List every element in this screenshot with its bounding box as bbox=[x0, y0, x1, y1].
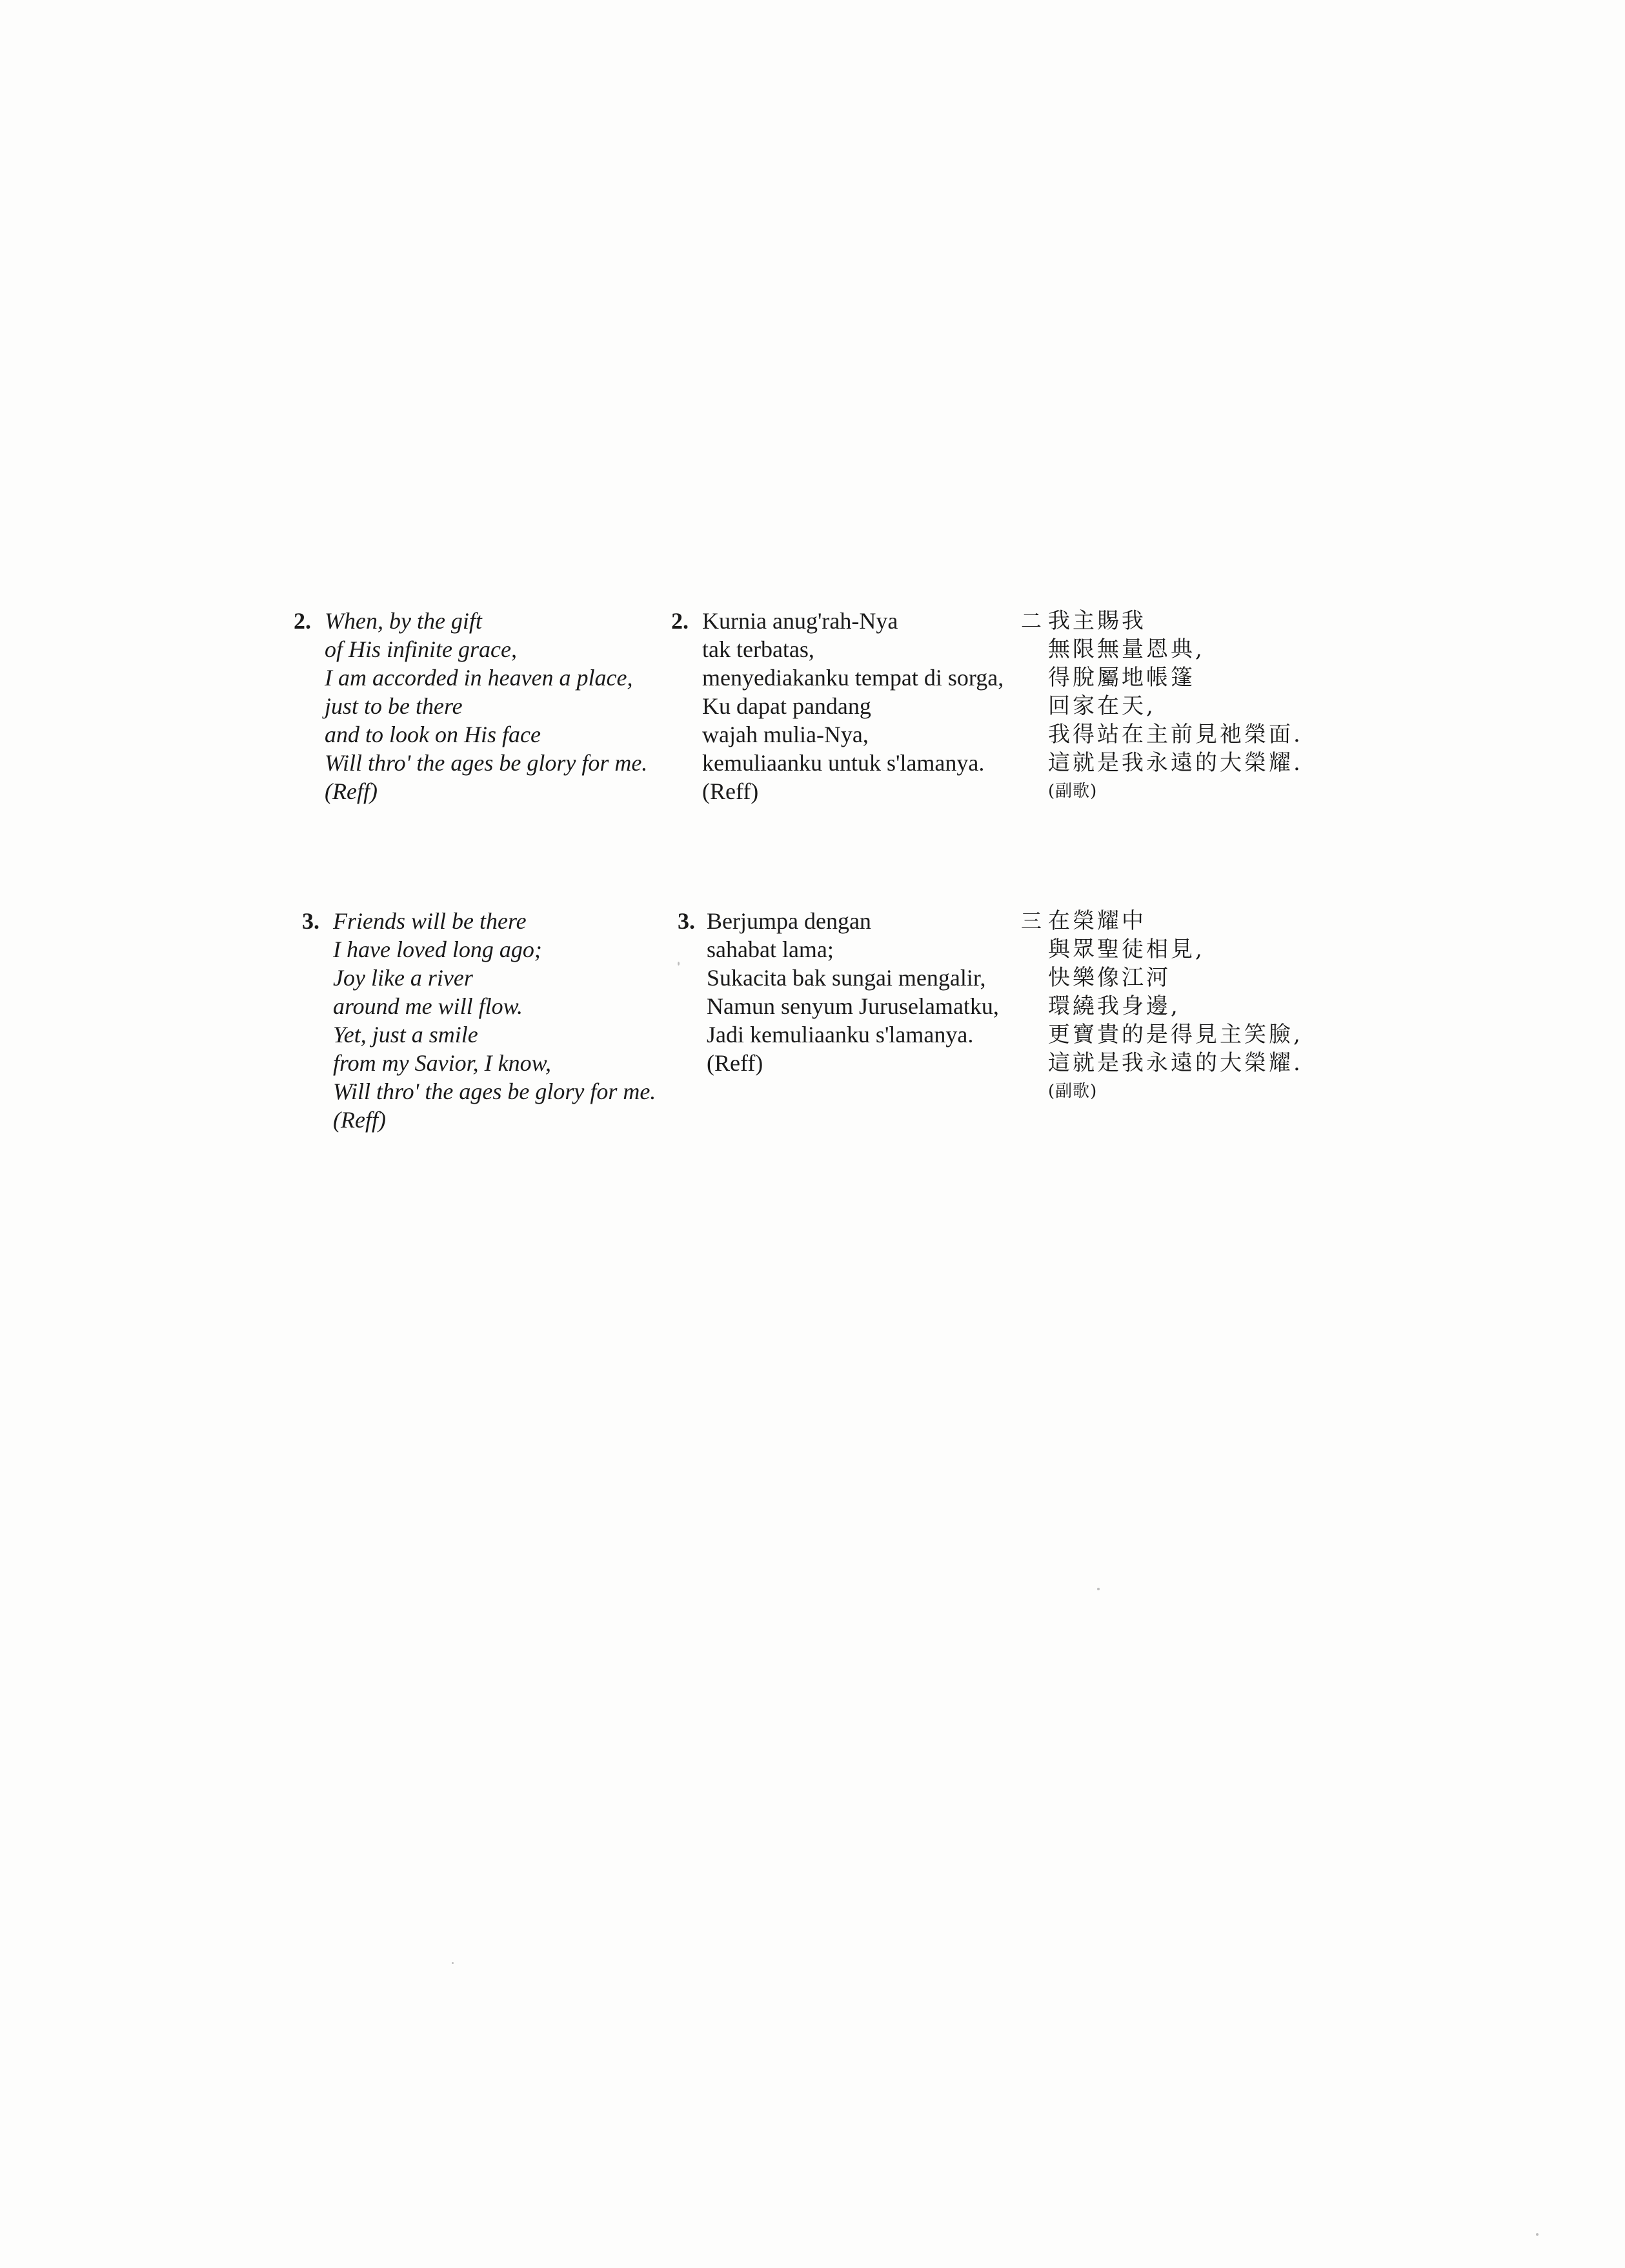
verse-lines bbox=[707, 907, 999, 1077]
lyric-line: menyediakanku tempat di sorga, bbox=[702, 665, 1004, 691]
verse-number: 2. bbox=[294, 608, 311, 634]
lyric-line: from my Savior, I know, bbox=[333, 1050, 551, 1076]
verse-lines bbox=[1048, 907, 1303, 1106]
reff-marker: (Reff) bbox=[707, 1050, 763, 1076]
lyric-line: When, by the gift bbox=[325, 608, 482, 634]
scan-speck bbox=[1536, 2233, 1539, 2236]
verse-lines bbox=[702, 607, 1004, 805]
verse-number: 三 bbox=[1021, 909, 1042, 933]
lyric-line: Friends will be there bbox=[333, 908, 527, 934]
lyric-line: 快樂像江河 bbox=[1048, 965, 1171, 991]
lyric-line: I am accorded in heaven a place, bbox=[325, 665, 633, 691]
verse-number: 2. bbox=[671, 608, 689, 634]
lyric-line: around me will flow. bbox=[333, 993, 523, 1019]
verse-number: 二 bbox=[1021, 609, 1042, 633]
lyric-line: 我主賜我 bbox=[1048, 608, 1146, 634]
lyric-line: kemuliaanku untuk s'lamanya. bbox=[702, 750, 985, 776]
lyric-line: tak terbatas, bbox=[702, 636, 814, 662]
lyric-line: and to look on His face bbox=[325, 722, 541, 747]
scan-speck bbox=[678, 962, 680, 966]
verse-lines bbox=[333, 907, 656, 1134]
lyric-line: Jadi kemuliaanku s'lamanya. bbox=[707, 1022, 974, 1048]
lyric-line: 與眾聖徒相見, bbox=[1048, 937, 1205, 962]
verse-lines bbox=[1048, 607, 1303, 805]
reff-marker: (Reff) bbox=[333, 1107, 386, 1133]
lyric-line: Kurnia anug'rah-Nya bbox=[702, 608, 898, 634]
reff-marker: (Reff) bbox=[325, 778, 378, 804]
lyric-line: 環繞我身邊, bbox=[1048, 993, 1180, 1019]
lyric-line: 在榮耀中 bbox=[1048, 908, 1146, 934]
reff-marker: (副歌) bbox=[1048, 1082, 1098, 1101]
lyric-line: just to be there bbox=[325, 693, 463, 719]
lyric-line: Yet, just a smile bbox=[333, 1022, 478, 1048]
verse-number: 3. bbox=[302, 908, 319, 934]
lyric-line: 更寶貴的是得見主笑臉, bbox=[1048, 1022, 1303, 1048]
scan-speck bbox=[1097, 1588, 1100, 1590]
lyric-line: 得脫屬地帳篷 bbox=[1048, 665, 1195, 691]
lyric-line: 我得站在主前見祂榮面. bbox=[1048, 722, 1303, 747]
lyric-line: Namun senyum Juruselamatku, bbox=[707, 993, 999, 1019]
verse-number: 3. bbox=[678, 908, 695, 934]
lyric-line: Joy like a river bbox=[333, 965, 473, 991]
lyric-line: Ku dapat pandang bbox=[702, 693, 871, 719]
lyric-line: I have loved long ago; bbox=[333, 937, 542, 962]
lyric-line: 無限無量恩典, bbox=[1048, 636, 1205, 662]
lyric-line: 這就是我永遠的大榮耀. bbox=[1048, 1050, 1303, 1076]
reff-marker: (Reff) bbox=[702, 778, 759, 804]
lyric-line: Sukacita bak sungai mengalir, bbox=[707, 965, 986, 991]
lyric-line: 回家在天, bbox=[1048, 693, 1156, 719]
scan-speck bbox=[452, 1962, 454, 1964]
lyric-line: of His infinite grace, bbox=[325, 636, 517, 662]
lyric-line: 這就是我永遠的大榮耀. bbox=[1048, 750, 1303, 776]
reff-marker: (副歌) bbox=[1048, 782, 1098, 801]
lyric-line: wajah mulia-Nya, bbox=[702, 722, 869, 747]
verse-lines bbox=[325, 607, 647, 805]
lyric-line: Will thro' the ages be glory for me. bbox=[325, 750, 648, 776]
lyric-line: Berjumpa dengan bbox=[707, 908, 871, 934]
lyric-line: sahabat lama; bbox=[707, 937, 834, 962]
lyric-line: Will thro' the ages be glory for me. bbox=[333, 1078, 656, 1104]
